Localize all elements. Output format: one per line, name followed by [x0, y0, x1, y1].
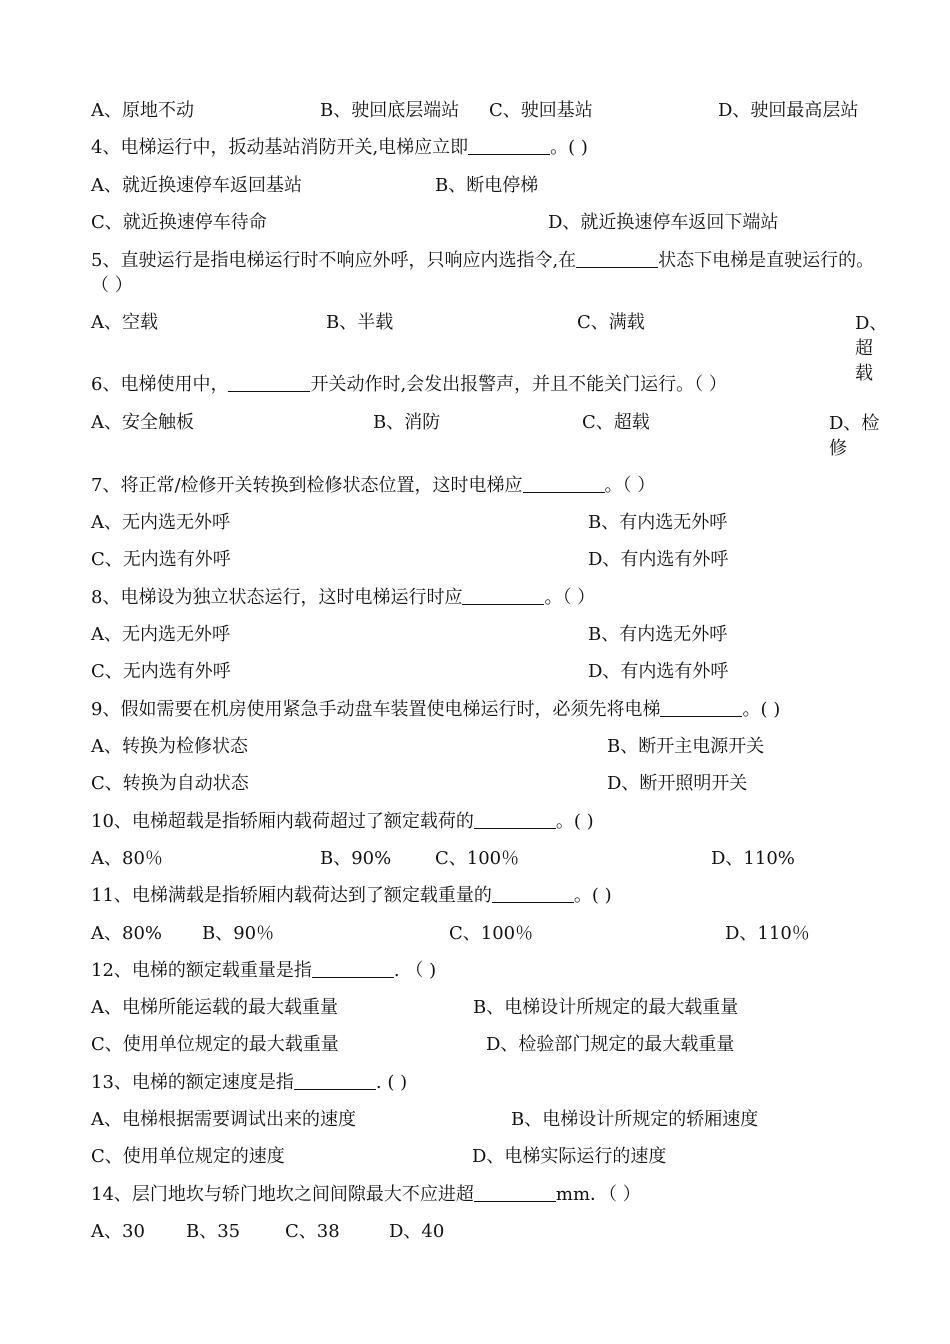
q10-option-a: A、80％ — [91, 848, 163, 869]
q13-option-d: D、电梯实际运行的速度 — [472, 1146, 667, 1167]
answer-blank — [474, 810, 556, 829]
q6-option-c: C、超载 — [582, 412, 650, 433]
answer-blank — [228, 373, 310, 392]
q13-stem: 13、电梯的额定速度是指 . ( ) — [91, 1072, 408, 1093]
q14-option-b: B、35 — [186, 1221, 241, 1242]
q12-stem: 12、电梯的额定载重量是指 . （ ) — [91, 960, 437, 981]
q10-option-b: B、90% — [320, 848, 392, 869]
q10-option-c: C、100％ — [435, 848, 520, 869]
answer-blank — [294, 1071, 376, 1090]
q9-stem: 9、假如需要在机房使用紧急手动盘车装置使电梯运行时，必须先将电梯 。( ) — [91, 699, 781, 720]
q11-option-b: B、90％ — [202, 923, 275, 944]
q12-option-a: A、电梯所能运载的最大载重量 — [91, 997, 338, 1018]
q6-option-b: B、消防 — [373, 412, 441, 433]
q6-option-d: D、检修 — [829, 413, 880, 459]
q8-option-a: A、无内选无外呼 — [91, 624, 230, 645]
q7-stem: 7、将正常/检修开关转换到检修状态位置，这时电梯应 。（ ） — [91, 475, 656, 496]
q4-stem: 4、电梯运行中，扳动基站消防开关,电梯应立即 。( ) — [91, 137, 588, 158]
q5-option-c: C、满载 — [577, 312, 645, 333]
q6-option-d-wrap — [91, 411, 883, 461]
q12-option-d: D、检验部门规定的最大载重量 — [486, 1034, 735, 1055]
answer-blank — [576, 249, 658, 268]
q11-stem: 11、电梯满载是指轿厢内载荷达到了额定载重量的 。( ) — [91, 885, 612, 906]
q13-option-c: C、使用单位规定的速度 — [91, 1146, 285, 1167]
answer-blank — [492, 884, 574, 903]
q5-option-b: B、半载 — [326, 312, 394, 333]
q8-stem: 8、电梯设为独立状态运行，这时电梯运行时应 。（ ） — [91, 587, 596, 608]
q10-option-d: D、110% — [711, 848, 795, 869]
q4-option-b: B、断电停梯 — [435, 175, 539, 196]
q4-option-d: D、就近换速停车返回下端站 — [548, 212, 779, 233]
q9-option-d: D、断开照明开关 — [607, 773, 748, 794]
q8-option-c: C、无内选有外呼 — [91, 661, 231, 682]
q3-option-b: B、驶回底层端站 — [320, 100, 460, 121]
q13-option-a: A、电梯根据需要调试出来的速度 — [91, 1109, 356, 1130]
q3-option-c: C、驶回基站 — [489, 100, 593, 121]
q5-option-a: A、空载 — [91, 312, 158, 333]
q7-option-d: D、有内选有外呼 — [588, 549, 729, 570]
q11-option-a: A、80% — [91, 923, 163, 944]
answer-blank — [660, 698, 742, 717]
answer-blank — [523, 474, 605, 493]
q14-option-a: A、30 — [91, 1221, 145, 1242]
answer-blank — [312, 959, 394, 978]
q12-option-c: C、使用单位规定的最大载重量 — [91, 1034, 339, 1055]
q8-option-b: B、有内选无外呼 — [588, 624, 728, 645]
q7-option-c: C、无内选有外呼 — [91, 549, 231, 570]
q3-option-d: D、驶回最高层站 — [718, 100, 859, 121]
q14-option-d: D、40 — [389, 1221, 445, 1242]
q14-option-c: C、38 — [285, 1221, 340, 1242]
q13-option-b: B、电梯设计所规定的轿厢速度 — [511, 1109, 759, 1130]
q9-option-b: B、断开主电源开关 — [607, 736, 765, 757]
q4-option-a: A、就近换速停车返回基站 — [91, 175, 302, 196]
q9-option-c: C、转换为自动状态 — [91, 773, 249, 794]
q5-stem: 5、直驶运行是指电梯运行时不响应外呼，只响应内选指令,在 状态下电梯是直驶运行的。（ ） — [91, 250, 875, 296]
q8-option-d: D、有内选有外呼 — [588, 661, 729, 682]
q11-option-c: C、100％ — [449, 923, 534, 944]
q6-option-a: A、安全触板 — [91, 412, 194, 433]
q5-option-d: D、超载 — [855, 313, 888, 384]
q4-option-c: C、就近换速停车待命 — [91, 212, 267, 233]
q6-stem: 6、电梯使用中， 开关动作时,会发出报警声，并且不能关门运行。（ ） — [91, 374, 727, 395]
q9-option-a: A、转换为检修状态 — [91, 736, 248, 757]
answer-blank — [474, 1183, 556, 1202]
q12-option-b: B、电梯设计所规定的最大载重量 — [473, 997, 739, 1018]
q7-option-a: A、无内选无外呼 — [91, 512, 230, 533]
q11-option-d: D、110％ — [725, 923, 810, 944]
answer-blank — [468, 136, 550, 155]
q7-option-b: B、有内选无外呼 — [588, 512, 728, 533]
q14-stem: 14、层门地坎与轿门地坎之间间隙最大不应进超 mm．（ ） — [91, 1184, 641, 1205]
q3-option-a: A、原地不动 — [91, 100, 194, 121]
answer-blank — [462, 586, 544, 605]
q10-stem: 10、电梯超载是指轿厢内载荷超过了额定载荷的 。( ) — [91, 811, 594, 832]
